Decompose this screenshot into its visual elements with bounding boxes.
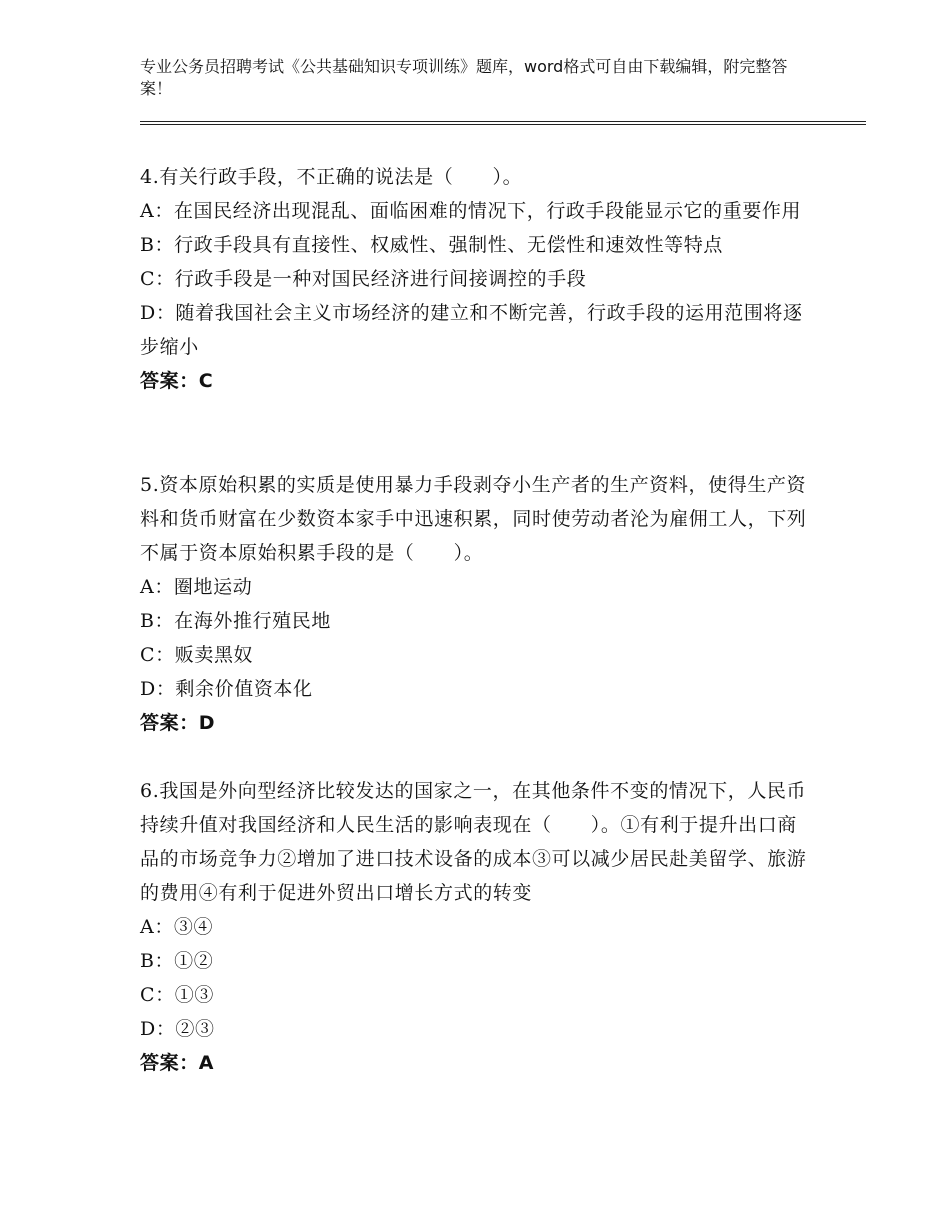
header-divider-bottom xyxy=(140,124,866,125)
question-stem: 5.资本原始积累的实质是使用暴力手段剥夺小生产者的生产资料，使得生产资料和货币财富在少数资本家手中迅速积累，同时使劳动者沦为雇佣工人，下列不属于资本原始积累手段的是（ ）。 xyxy=(140,474,807,564)
question-4 xyxy=(140,160,810,398)
option-a: A：在国民经济出现混乱、面临困难的情况下，行政手段能显示它的重要作用 xyxy=(140,200,802,222)
header-divider-top xyxy=(140,121,866,122)
option-b: B：在海外推行殖民地 xyxy=(140,610,331,632)
question-5 xyxy=(140,468,810,740)
answer: 答案：D xyxy=(140,712,216,734)
option-b: B：①② xyxy=(140,950,214,972)
option-c: C：①③ xyxy=(140,984,214,1006)
option-a: A：③④ xyxy=(140,916,214,938)
option-d: D：②③ xyxy=(140,1018,215,1040)
answer: 答案：A xyxy=(140,1052,215,1074)
question-6 xyxy=(140,774,810,1080)
option-d: D：随着我国社会主义市场经济的建立和不断完善，行政手段的运用范围将逐步缩小 xyxy=(140,302,803,358)
option-c: C：贩卖黑奴 xyxy=(140,644,254,666)
option-c: C：行政手段是一种对国民经济进行间接调控的手段 xyxy=(140,268,587,290)
answer: 答案：C xyxy=(140,370,214,392)
document-header: 专业公务员招聘考试《公共基础知识专项训练》题库，word格式可自由下载编辑，附完整答案！ xyxy=(140,57,788,98)
question-stem: 6.我国是外向型经济比较发达的国家之一，在其他条件不变的情况下，人民币持续升值对我国经济和人民生活的影响表现在（ ）。①有利于提升出口商品的市场竞争力②增加了进口技术设备的成本③可以减少居民赴美留学、旅游的费用④有利于促进外贸出口增长方式的转变 xyxy=(140,780,807,904)
option-d: D：剩余价值资本化 xyxy=(140,678,313,700)
option-b: B：行政手段具有直接性、权威性、强制性、无偿性和速效性等特点 xyxy=(140,234,723,256)
option-a: A：圈地运动 xyxy=(140,576,253,598)
question-stem: 4.有关行政手段，不正确的说法是（ ）。 xyxy=(140,166,523,188)
